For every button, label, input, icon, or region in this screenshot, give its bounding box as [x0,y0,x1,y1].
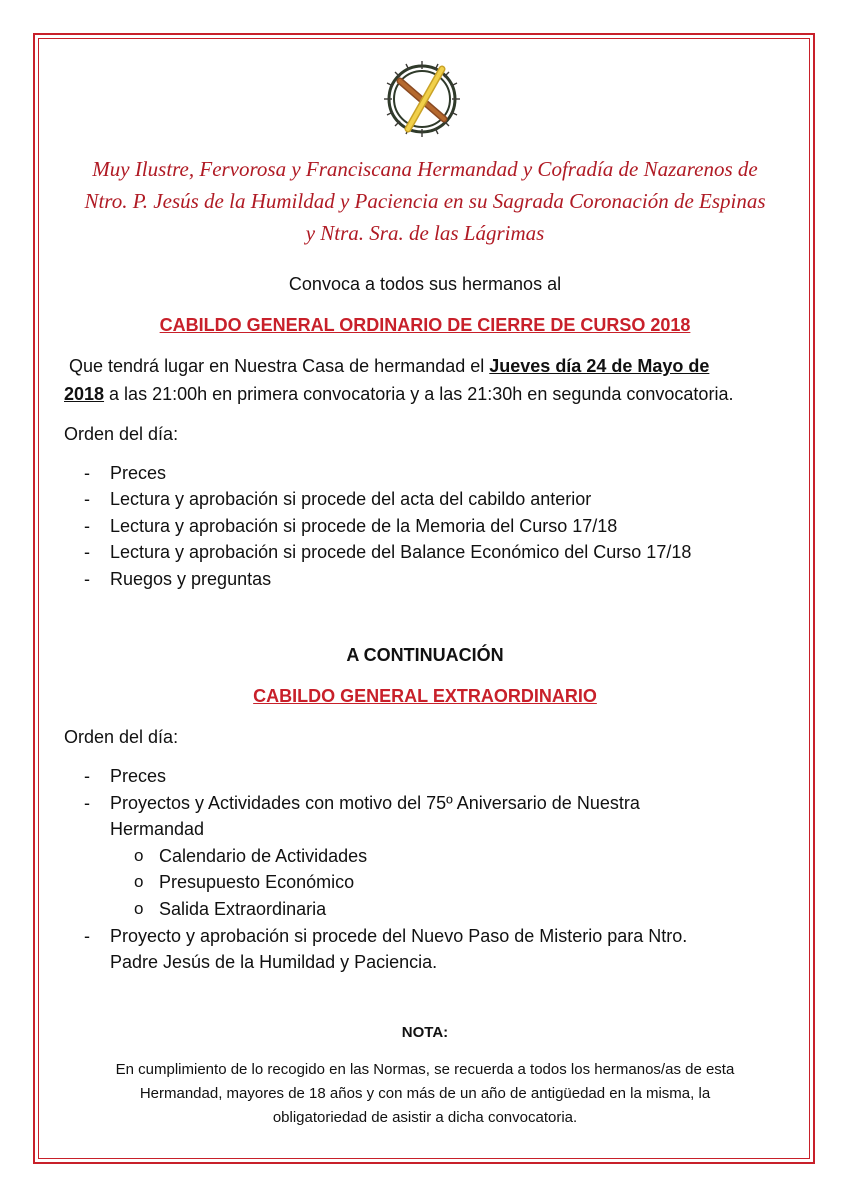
continuacion-heading: A CONTINUACIÓN [346,645,504,665]
sublist-bullet: o [134,899,144,918]
brotherhood-title-line-2: Ntro. P. Jesús de la Humildad y Paciencia en su Sagrada Coronación de Espinas [84,189,766,213]
brotherhood-title-line-3: y Ntra. Sra. de las Lágrimas [305,221,545,245]
list-item: Lectura y aprobación si procede del acta del cabildo anterior [110,489,592,509]
meeting-date-bold: Jueves día 24 de Mayo de [489,356,710,376]
nota-text-line-2: Hermandad, mayores de 18 años y con más de un año de antigüedad en la misma, la [139,1085,711,1102]
list-item: Preces [110,766,167,786]
list-bullet: - [84,793,90,813]
intro-text: Convoca a todos sus hermanos al [288,274,562,294]
list-bullet: - [84,516,90,536]
meeting-year-bold: 2018 [64,384,105,404]
list-bullet: - [84,542,90,562]
list-item-continuation: Padre Jesús de la Humildad y Paciencia. [110,952,438,972]
list-item: Lectura y aprobación si procede de la Memoria del Curso 17/18 [110,516,618,536]
sublist-item: Calendario de Actividades [159,846,368,866]
list-bullet: - [84,569,90,589]
meeting-time-text: a las 21:00h en primera convocatoria y a las 21:30h en segunda convocatoria. [104,384,734,404]
list-bullet: - [84,766,90,786]
list-bullet: - [84,926,90,946]
meeting-date-line-2 [64,383,733,405]
cabildo-ordinario-title: CABILDO GENERAL ORDINARIO DE CIERRE DE CURSO 2018 [159,315,691,335]
brotherhood-title-line-1: Muy Ilustre, Fervorosa y Franciscana Hermandad y Cofradía de Nazarenos de [92,157,758,181]
cabildo-extraordinario-title: CABILDO GENERAL EXTRAORDINARIO [253,686,597,706]
brotherhood-title [40,153,810,249]
list-bullet: - [84,463,90,483]
crown-of-thorns-with-cross-icon [378,55,466,143]
list-item: Lectura y aprobación si procede del Balance Económico del Curso 17/18 [110,542,692,562]
sublist-item: Presupuesto Económico [159,872,355,892]
nota-text-line-3: obligatoriedad de asistir a dicha convocatoria. [272,1109,578,1126]
meeting-date-prefix: Que tendrá lugar en Nuestra Casa de hermandad el [69,356,490,376]
list-item: Proyectos y Actividades con motivo del 75º Aniversario de Nuestra [110,793,640,813]
list-item: Ruegos y preguntas [110,569,272,589]
sublist-bullet: o [134,846,144,865]
list-bullet: - [84,489,90,509]
nota-heading: NOTA: [401,1024,449,1041]
sublist-item: Salida Extraordinaria [159,899,327,919]
list-item: Preces [110,463,167,483]
list-item: Proyecto y aprobación si procede del Nuevo Paso de Misterio para Ntro. [110,926,688,946]
list-item-continuation: Hermandad [110,819,205,839]
meeting-date-line-1 [69,355,709,377]
orden-del-dia-label: Orden del día: [64,727,179,747]
orden-del-dia-label: Orden del día: [64,424,179,444]
sublist-bullet: o [134,872,144,891]
nota-text-line-1: En cumplimiento de lo recogido en las Normas, se recuerda a todos los hermanos/as de esta [115,1061,735,1078]
